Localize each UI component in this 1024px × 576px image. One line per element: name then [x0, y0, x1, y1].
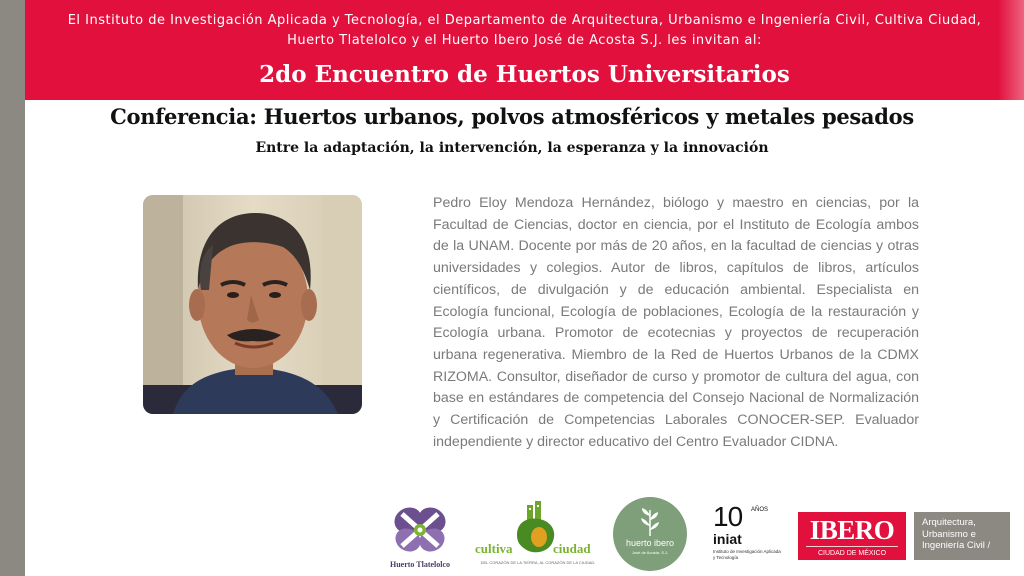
iniat-logo	[703, 503, 783, 571]
conference-title: Conferencia: Huertos urbanos, polvos atmosféricos y metales pesados	[110, 104, 914, 129]
huerto-ibero-label: huerto ibero	[625, 538, 675, 548]
cultiva-ciudad-logo	[467, 499, 609, 571]
header-banner	[25, 0, 1024, 100]
speaker-photo	[143, 195, 362, 414]
ibero-logo	[798, 512, 906, 560]
arquitectura-label: Arquitectura, Urbanismo e Ingeniería Civil /	[922, 517, 991, 551]
ibero-city: CIUDAD DE MÉXICO	[806, 546, 898, 558]
tlatelolco-emblem-icon	[380, 498, 460, 560]
iniat-sub: Instituto de Investigación Aplicada y Tecnología	[713, 549, 781, 560]
invitation-text: El Instituto de Investigación Aplicada y Tecnología, el Departamento de Arquitectura, Urbanismo e Ingeniería Civil, Cultiva Ciudad, Huerto Tlatelolco y el Huerto Ibero José de Acosta S.J. les invitan al:	[67, 13, 982, 48]
iniat-ten: 10	[713, 501, 743, 532]
sponsor-logos	[0, 495, 1024, 576]
huerto-ibero-leaf-icon	[612, 496, 688, 572]
iniat-anos: AÑOS	[751, 507, 769, 513]
cultiva-word: cultiva	[475, 541, 513, 556]
left-accent-bar	[0, 0, 25, 576]
ibero-name: IBERO	[809, 515, 895, 545]
arquitectura-logo	[914, 512, 1010, 560]
tlatelolco-label: Huerto Tlatelolco	[389, 560, 451, 569]
speaker-bio: Pedro Eloy Mendoza Hernández, biólogo y maestro en ciencias, por la Facultad de Ciencias, doctor en ciencia, por el Instituto de Ecología ambos de la UNAM. Docente por más de 20 años, en la facultad de ciencias y otras universidades y colegios. Autor de libros, capítulos de libros, artículos científicos, de divulgación y de educación ambiental. Especialista en Ecología funcional, Ecología de poblaciones, Ecología de la restauración y Ecología urbana. Promotor de ecotecnias y proyectos de recuperación urbana regenerativa. Miembro de la Red de Huertos Urbanos de la CDMX RIZOMA. Consultor, diseñador de curso y promotor de cultura del agua, con base en estándares de competencia del Consejo Nacional de Normalización y Certificación de Competencias Laborales CONOCER-SEP. Evaluador independiente y director educativo del Centro Evaluador CIDNA.	[433, 195, 919, 450]
cultiva-tagline: DEL CORAZÓN DE LA TIERRA, AL CORAZÓN DE LA CIUDAD.	[480, 560, 596, 565]
iniat-name: iniat	[713, 531, 742, 547]
huerto-ibero-logo	[612, 496, 688, 572]
huerto-ibero-sub: José de Acosta, S.J.	[631, 550, 669, 555]
banner-edge-shade	[998, 0, 1024, 100]
ciudad-word: ciudad	[553, 541, 591, 556]
conference-subtitle: Entre la adaptación, la intervención, la esperanza y la innovación	[255, 140, 769, 156]
huerto-tlatelolco-logo	[380, 498, 460, 570]
event-title: 2do Encuentro de Huertos Universitarios	[259, 61, 790, 88]
